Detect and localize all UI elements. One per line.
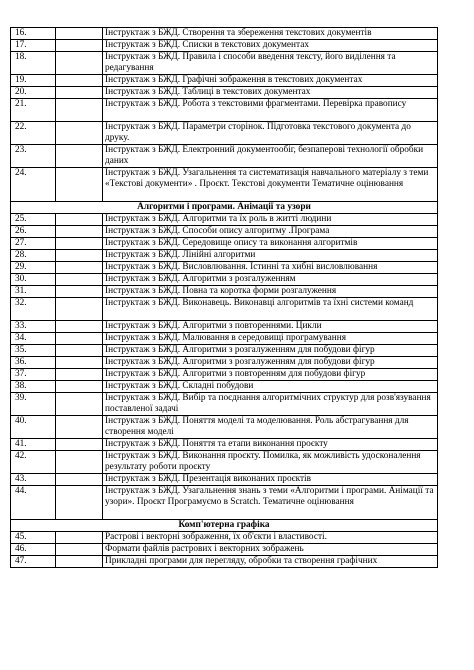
lesson-plan-table — [10, 27, 438, 568]
lesson-number: 36. — [11, 357, 56, 369]
section-title: Алгоритми і програми. Анімації та узори — [11, 202, 438, 214]
date-cell — [56, 28, 103, 40]
lesson-row — [11, 451, 438, 474]
lesson-row — [11, 262, 438, 274]
lesson-number: 41. — [11, 439, 56, 451]
lesson-topic: Інструктаж з БЖД. Способи опису алгоритму .Програма — [103, 226, 438, 238]
lesson-row — [11, 28, 438, 40]
lesson-row — [11, 238, 438, 250]
lesson-topic: Інструктаж з БЖД. Алгоритми з розгалуженням для побудови фігур — [103, 345, 438, 357]
section-header-row — [11, 520, 438, 532]
lesson-number: 20. — [11, 87, 56, 99]
date-cell — [56, 122, 103, 145]
lesson-topic: Інструктаж з БЖД. Алгоритми з повтореннями. Цикли — [103, 321, 438, 333]
lesson-number: 39. — [11, 393, 56, 416]
lesson-row — [11, 145, 438, 168]
lesson-number: 26. — [11, 226, 56, 238]
date-cell — [56, 369, 103, 381]
date-cell — [56, 321, 103, 333]
lesson-number: 27. — [11, 238, 56, 250]
date-cell — [56, 145, 103, 168]
lesson-number: 22. — [11, 122, 56, 145]
lesson-number: 29. — [11, 262, 56, 274]
lesson-row — [11, 416, 438, 439]
lesson-topic: Інструктаж з БЖД. Графічні зображення в текстових документах — [103, 75, 438, 87]
lesson-number: 46. — [11, 544, 56, 556]
lesson-topic: Інструктаж з БЖД. Робота з текстовими фрагментами. Перевірка правопису — [103, 99, 438, 122]
section-title: Комп'ютерна графіка — [11, 520, 438, 532]
date-cell — [56, 486, 103, 520]
lesson-row — [11, 532, 438, 544]
lesson-topic: Інструктаж з БЖД. Вибір та поєднання алгоритмічних структур для розв'язування поставленої задачі — [103, 393, 438, 416]
lesson-row — [11, 168, 438, 202]
lesson-number: 23. — [11, 145, 56, 168]
lesson-topic: Прикладні програми для перегляду, обробки та створення графічних — [103, 556, 438, 568]
lesson-row — [11, 439, 438, 451]
lesson-row — [11, 87, 438, 99]
lesson-row — [11, 214, 438, 226]
date-cell — [56, 298, 103, 321]
date-cell — [56, 357, 103, 369]
lesson-topic: Інструктаж з БЖД. Презентація виконаних проєктів — [103, 474, 438, 486]
lesson-topic: Інструктаж з БЖД. Повна та коротка форми розгалуження — [103, 286, 438, 298]
lesson-row — [11, 99, 438, 122]
lesson-topic: Інструктаж з БЖД. Алгоритми з розгалуженням для побудови фігур — [103, 357, 438, 369]
date-cell — [56, 226, 103, 238]
lesson-number: 25. — [11, 214, 56, 226]
date-cell — [56, 75, 103, 87]
lesson-topic: Інструктаж з БЖД. Правила і способи введення тексту, його виділення та редагування — [103, 52, 438, 75]
date-cell — [56, 345, 103, 357]
lesson-number: 31. — [11, 286, 56, 298]
lesson-topic: Інструктаж з БЖД. Складні побудови — [103, 381, 438, 393]
lesson-row — [11, 286, 438, 298]
section-header-row — [11, 202, 438, 214]
lesson-number: 28. — [11, 250, 56, 262]
lesson-number: 33. — [11, 321, 56, 333]
date-cell — [56, 416, 103, 439]
lesson-number: 21. — [11, 99, 56, 122]
lesson-number: 32. — [11, 298, 56, 321]
lesson-number: 16. — [11, 28, 56, 40]
date-cell — [56, 393, 103, 416]
lesson-topic: Інструктаж з БЖД. Середовище опису та виконання алгоритмів — [103, 238, 438, 250]
date-cell — [56, 214, 103, 226]
lesson-row — [11, 486, 438, 520]
date-cell — [56, 238, 103, 250]
lesson-topic: Інструктаж з БЖД. Виконання проєкту. Помилка, як можливість удосконалення результату роботи проєкту — [103, 451, 438, 474]
lesson-number: 30. — [11, 274, 56, 286]
lesson-row — [11, 345, 438, 357]
date-cell — [56, 168, 103, 202]
lesson-number: 40. — [11, 416, 56, 439]
date-cell — [56, 286, 103, 298]
lesson-row — [11, 321, 438, 333]
lesson-topic: Інструктаж з БЖД. Узагальнення знань з теми «Алгоритми і програми. Анімації та узори». Проєкт Програмуємо в Scratch. Тематичне оцінювання — [103, 486, 438, 520]
lesson-row — [11, 357, 438, 369]
date-cell — [56, 262, 103, 274]
lesson-number: 18. — [11, 52, 56, 75]
lesson-row — [11, 333, 438, 345]
lesson-number: 45. — [11, 532, 56, 544]
lesson-number: 42. — [11, 451, 56, 474]
lesson-row — [11, 52, 438, 75]
lesson-topic: Інструктаж з БЖД. Таблиці в текстових документах — [103, 87, 438, 99]
lesson-row — [11, 544, 438, 556]
lesson-number: 43. — [11, 474, 56, 486]
lesson-topic: Інструктаж з БЖД. Лінійні алгоритми — [103, 250, 438, 262]
lesson-row — [11, 250, 438, 262]
lesson-row — [11, 381, 438, 393]
lesson-plan-table-body — [11, 28, 438, 568]
lesson-topic: Інструктаж з БЖД. Списки в текстових документах — [103, 40, 438, 52]
date-cell — [56, 99, 103, 122]
lesson-number: 47. — [11, 556, 56, 568]
lesson-topic: Формати файлів растрових і векторних зображень — [103, 544, 438, 556]
lesson-number: 34. — [11, 333, 56, 345]
lesson-topic: Інструктаж з БЖД. Поняття та етапи виконання проєкту — [103, 439, 438, 451]
date-cell — [56, 40, 103, 52]
lesson-row — [11, 122, 438, 145]
lesson-number: 17. — [11, 40, 56, 52]
lesson-topic: Інструктаж з БЖД. Висловлювання. Істинні та хибні висловлювання — [103, 262, 438, 274]
lesson-row — [11, 75, 438, 87]
lesson-row — [11, 369, 438, 381]
date-cell — [56, 52, 103, 75]
lesson-topic: Інструктаж з БЖД. Узагальнення та систематизація навчального матеріалу з теми «Текстові документи» . Проєкт. Текстові документи Тематичне оцінювання — [103, 168, 438, 202]
lesson-topic: Інструктаж з БЖД. Алгоритми з розгалуженням — [103, 274, 438, 286]
lesson-number: 35. — [11, 345, 56, 357]
lesson-number: 37. — [11, 369, 56, 381]
lesson-topic: Інструктаж з БЖД. Виконавець. Виконавці алгоритмів та їхні системи команд — [103, 298, 438, 321]
lesson-number: 19. — [11, 75, 56, 87]
date-cell — [56, 333, 103, 345]
lesson-row — [11, 556, 438, 568]
date-cell — [56, 87, 103, 99]
lesson-row — [11, 298, 438, 321]
lesson-number: 24. — [11, 168, 56, 202]
date-cell — [56, 556, 103, 568]
lesson-topic: Інструктаж з БЖД. Параметри сторінок. Підготовка текстового документа до друку. — [103, 122, 438, 145]
lesson-number: 44. — [11, 486, 56, 520]
date-cell — [56, 439, 103, 451]
lesson-row — [11, 40, 438, 52]
lesson-topic: Інструктаж з БЖД. Поняття моделі та моделювання. Роль абстрагування для створення моделі — [103, 416, 438, 439]
lesson-topic: Інструктаж з БЖД. Малювання в середовищі програмування — [103, 333, 438, 345]
lesson-row — [11, 226, 438, 238]
date-cell — [56, 250, 103, 262]
lesson-topic: Інструктаж з БЖД. Алгоритми та їх роль в житті людини — [103, 214, 438, 226]
lesson-topic: Інструктаж з БЖД. Створення та збереження текстових документів — [103, 28, 438, 40]
lesson-row — [11, 274, 438, 286]
date-cell — [56, 474, 103, 486]
lesson-row — [11, 393, 438, 416]
lesson-number: 38. — [11, 381, 56, 393]
date-cell — [56, 544, 103, 556]
lesson-topic: Інструктаж з БЖД. Алгоритми з повторенням для побудови фігур — [103, 369, 438, 381]
lesson-topic: Інструктаж з БЖД. Електронний документообіг, безпаперові технології обробки даних — [103, 145, 438, 168]
date-cell — [56, 274, 103, 286]
date-cell — [56, 532, 103, 544]
lesson-row — [11, 474, 438, 486]
date-cell — [56, 381, 103, 393]
lesson-topic: Растрові і векторні зображення, їх об'єкти і властивості. — [103, 532, 438, 544]
date-cell — [56, 451, 103, 474]
